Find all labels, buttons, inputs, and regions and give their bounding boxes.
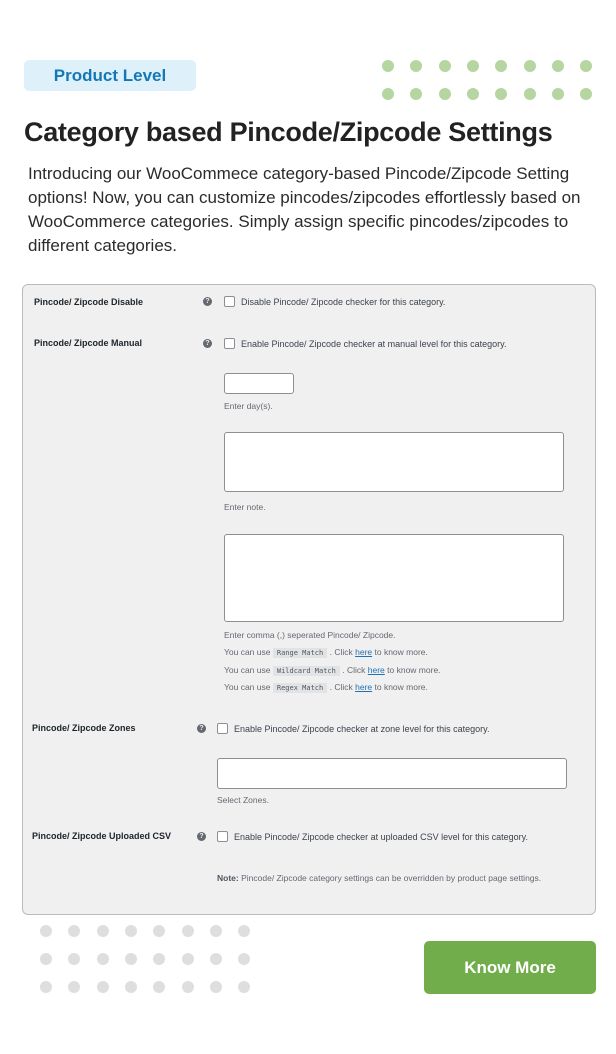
zones-select[interactable]: [217, 758, 567, 789]
match-suffix: to know more.: [387, 664, 441, 675]
dot: [68, 981, 80, 993]
zones-checkbox-label: Enable Pincode/ Zipcode checker at zone level for this category.: [234, 724, 490, 734]
days-input[interactable]: [224, 373, 294, 394]
dot: [410, 88, 422, 100]
note-description: Enter note.: [224, 502, 266, 512]
dot: [495, 88, 507, 100]
days-description: Enter day(s).: [224, 401, 273, 411]
help-icon[interactable]: ?: [203, 339, 212, 348]
dot: [467, 60, 479, 72]
dot: [210, 981, 222, 993]
pincodes-textarea[interactable]: [224, 534, 564, 622]
help-icon[interactable]: ?: [197, 724, 206, 733]
dot: [382, 88, 394, 100]
disable-checkbox-label: Disable Pincode/ Zipcode checker for this category.: [241, 297, 446, 307]
dot: [524, 88, 536, 100]
note-textarea[interactable]: [224, 432, 564, 492]
zones-checkbox[interactable]: [217, 723, 228, 734]
page-title: Category based Pincode/Zipcode Settings: [24, 117, 553, 147]
dot: [125, 953, 137, 965]
note-label: Note:: [217, 873, 239, 883]
dot: [238, 981, 250, 993]
disable-label: Pincode/ Zipcode Disable: [34, 297, 144, 307]
here-link[interactable]: here: [367, 664, 385, 675]
here-link[interactable]: here: [355, 682, 373, 692]
dot: [382, 60, 394, 72]
match-mid: . Click: [342, 664, 366, 675]
match-mid: . Click: [329, 647, 353, 657]
manual-checkbox-label: Enable Pincode/ Zipcode checker at manual level for this category.: [241, 339, 507, 349]
dot: [495, 60, 507, 72]
zones-label: Pincode/ Zipcode Zones: [32, 723, 136, 733]
csv-checkbox-label: Enable Pincode/ Zipcode checker at uploaded CSV level for this category.: [234, 832, 529, 842]
dot: [153, 981, 165, 993]
dot: [580, 88, 592, 100]
dot: [467, 88, 479, 100]
dot: [68, 925, 80, 937]
match-mid: . Click: [329, 682, 353, 692]
note-text: Pincode/ Zipcode category settings can be overridden by product page settings.: [238, 873, 542, 883]
match-help-line: [224, 665, 441, 675]
manual-label: Pincode/ Zipcode Manual: [34, 338, 143, 348]
disable-checkbox[interactable]: [224, 296, 235, 307]
match-code: Wildcard Match: [273, 666, 340, 676]
pincodes-description: Enter comma (,) seperated Pincode/ Zipcode.: [224, 630, 396, 640]
know-more-button[interactable]: Know More: [424, 941, 596, 994]
match-prefix: You can use: [224, 682, 271, 692]
override-note: [217, 871, 557, 886]
dot: [238, 953, 250, 965]
dot: [40, 953, 52, 965]
dot: [182, 953, 194, 965]
csv-checkbox[interactable]: [217, 831, 228, 842]
dot: [552, 88, 564, 100]
dot: [238, 925, 250, 937]
dot: [210, 925, 222, 937]
match-suffix: to know more.: [374, 682, 428, 692]
dot: [210, 953, 222, 965]
match-suffix: to know more.: [374, 647, 428, 657]
match-prefix: You can use: [224, 647, 271, 657]
match-prefix: You can use: [224, 664, 271, 675]
dot: [524, 60, 536, 72]
csv-label: Pincode/ Zipcode Uploaded CSV: [32, 831, 172, 841]
dot: [125, 981, 137, 993]
dot: [153, 925, 165, 937]
dot: [68, 953, 80, 965]
dot: [40, 925, 52, 937]
match-code: Regex Match: [273, 683, 327, 693]
dot: [97, 953, 109, 965]
dot: [410, 60, 422, 72]
dot: [40, 981, 52, 993]
match-code: Range Match: [273, 648, 327, 658]
dot: [97, 981, 109, 993]
settings-panel: [22, 284, 596, 915]
dot: [182, 981, 194, 993]
dot: [125, 925, 137, 937]
dot: [552, 60, 564, 72]
product-level-badge: Product Level: [24, 60, 196, 91]
match-help-line: [224, 647, 428, 657]
dot: [153, 953, 165, 965]
intro-text: Introducing our WooCommece category-based Pincode/Zipcode Setting options! Now, you can customize pincodes/zipcodes effortlessly based on WooCommerce categories. Simply assign specific pincodes/zipcodes to different categories.: [28, 164, 581, 255]
here-link[interactable]: here: [355, 647, 373, 657]
dot: [580, 60, 592, 72]
match-help-line: [224, 682, 428, 692]
help-icon[interactable]: ?: [197, 832, 206, 841]
zones-description: Select Zones.: [217, 795, 269, 805]
dot: [439, 88, 451, 100]
dot: [97, 925, 109, 937]
dot: [439, 60, 451, 72]
dot: [182, 925, 194, 937]
help-icon[interactable]: ?: [203, 297, 212, 306]
manual-checkbox[interactable]: [224, 338, 235, 349]
